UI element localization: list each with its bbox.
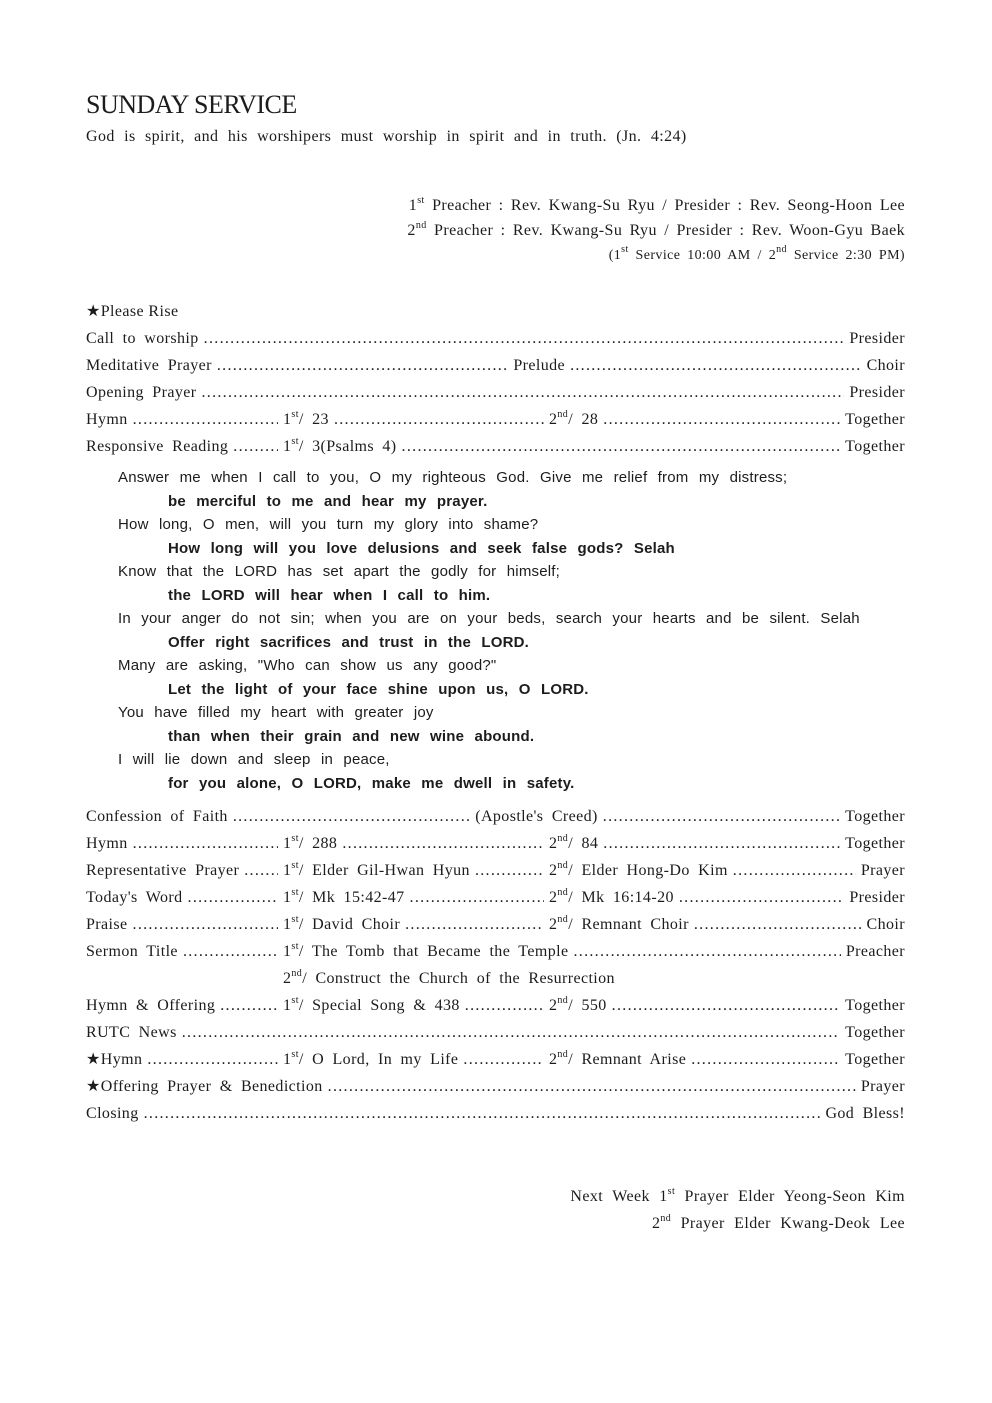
- row-text: 1st/ 288: [283, 832, 338, 852]
- leader-dots: [573, 938, 840, 965]
- psalm-verse-line: Answer me when I call to you, O my righteous God. Give me relief from my distress;: [118, 469, 788, 486]
- leader-dots: [204, 325, 845, 352]
- row-text: Prayer: [860, 1078, 905, 1095]
- row-text: Responsive Reading: [86, 438, 229, 455]
- row-text: Presider: [849, 889, 905, 906]
- leader-dots: [691, 1046, 840, 1073]
- row-text: 1st/ 23: [283, 408, 329, 428]
- row-cell: [549, 406, 845, 433]
- row-text: Praise: [86, 916, 128, 933]
- leader-dots: [233, 433, 278, 460]
- hymn: [86, 406, 905, 433]
- row-text: Sermon Title: [86, 943, 178, 960]
- hymn-rise: [86, 1046, 905, 1073]
- sermon-title: [86, 938, 905, 965]
- leader-dots: [144, 1100, 821, 1127]
- psalm-verse-line: than when their grain and new wine abound.: [168, 727, 535, 745]
- row-cell: [86, 884, 283, 911]
- closing: [86, 1100, 905, 1127]
- leader-dots: [405, 911, 544, 938]
- row-cell: [549, 1046, 845, 1073]
- row-text: Prelude: [513, 357, 566, 374]
- row-cell: [549, 992, 845, 1019]
- leader-dots: [612, 992, 840, 1019]
- row-cell: [283, 857, 549, 884]
- row-text: 2nd/ Construct the Church of the Resurrection: [283, 967, 615, 987]
- leader-dots: [570, 352, 862, 379]
- row-text: 2nd/ 84: [549, 832, 599, 852]
- row-text: Together: [845, 1024, 905, 1041]
- row-text: Presider: [849, 384, 905, 401]
- row-cell: [283, 911, 549, 938]
- row-text: Confession of Faith: [86, 808, 228, 825]
- scripture-subtitle: God is spirit, and his worshipers must worship in spirit and in truth. (Jn. 4:24): [86, 128, 687, 145]
- row-cell: [86, 857, 283, 884]
- row-text: Hymn & Offering: [86, 997, 216, 1014]
- row-text: Choir: [866, 916, 905, 933]
- call-to-worship: [86, 325, 905, 352]
- row-text: Together: [845, 997, 905, 1014]
- row-text: God Bless!: [825, 1105, 905, 1122]
- leader-dots: [133, 911, 278, 938]
- todays-word: [86, 884, 905, 911]
- row-cell: [283, 884, 549, 911]
- preacher-presider-block: [86, 193, 905, 268]
- psalm-verse-line: How long will you love delusions and seek false gods? Selah: [168, 539, 675, 557]
- leader-dots: [183, 938, 278, 965]
- confession-of-faith: [86, 803, 905, 830]
- psalm-verse-line: You have filled my heart with greater joy: [118, 704, 434, 721]
- leader-dots: [463, 1046, 544, 1073]
- row-text: 1st/ David Choir: [283, 913, 401, 933]
- leader-dots: [603, 830, 840, 857]
- row-text: 2nd/ Elder Hong-Do Kim: [549, 859, 728, 879]
- meditative-prayer: [86, 352, 905, 379]
- row-cell: [86, 433, 283, 460]
- row-text: 2nd/ Remnant Arise: [549, 1048, 687, 1068]
- row-text: 2nd/ Remnant Choir: [549, 913, 689, 933]
- row-text: Prayer: [860, 862, 905, 879]
- row-text: 2nd/ 550: [549, 994, 607, 1014]
- leader-dots: [603, 803, 840, 830]
- page-title: SUNDAY SERVICE: [86, 90, 297, 119]
- psalm-verse-line: How long, O men, will you turn my glory into shame?: [118, 516, 539, 533]
- psalm-verse-line: for you alone, O LORD, make me dwell in safety.: [168, 774, 575, 792]
- psalm-verse-line: Offer right sacrifices and trust in the LORD.: [168, 633, 530, 651]
- row-cell: [283, 992, 549, 1019]
- leader-dots: [334, 406, 544, 433]
- row-text: Presider: [849, 330, 905, 347]
- next-week-block: [86, 1183, 905, 1237]
- rutc-news: [86, 1019, 905, 1046]
- row-text: Choir: [866, 357, 906, 374]
- leader-dots: [603, 406, 840, 433]
- sermon-title-2nd: [86, 965, 905, 992]
- leader-dots: [147, 1046, 278, 1073]
- row-text: 1st/ Mk 15:42-47: [283, 886, 405, 906]
- row-text: Representative Prayer: [86, 862, 240, 879]
- hymn-offering: [86, 992, 905, 1019]
- row-text: 1st/ Special Song & 438: [283, 994, 460, 1014]
- leader-dots: [679, 884, 844, 911]
- row-text: Meditative Prayer: [86, 357, 212, 374]
- responsive-reading: [86, 433, 905, 460]
- psalm-verse-line: the LORD will hear when I call to him.: [168, 586, 491, 604]
- leader-dots: [465, 992, 544, 1019]
- leader-dots: [133, 830, 278, 857]
- row-text: Today's Word: [86, 889, 183, 906]
- row-cell: [283, 406, 549, 433]
- row-text: Hymn: [86, 411, 128, 428]
- representative-prayer: [86, 857, 905, 884]
- leader-dots: [342, 830, 544, 857]
- row-text: ★Offering Prayer & Benediction: [86, 1078, 323, 1095]
- leader-dots: [182, 1019, 840, 1046]
- row-text: Together: [845, 808, 905, 825]
- leader-dots: [733, 857, 856, 884]
- offering-prayer-benediction: [86, 1073, 905, 1100]
- row-text: (Apostle's Creed): [475, 808, 598, 825]
- leader-dots: [220, 992, 278, 1019]
- row-text: Together: [845, 1051, 905, 1068]
- row-text: 1st/ O Lord, In my Life: [283, 1048, 459, 1068]
- leader-dots: [217, 352, 509, 379]
- row-cell: [86, 992, 283, 1019]
- service-times-line: (1st Service 10:00 AM / 2nd Service 2:30 PM): [608, 244, 905, 263]
- next-week-line-2: 2nd Prayer Elder Kwang-Deok Lee: [652, 1212, 905, 1232]
- row-cell: [283, 830, 549, 857]
- psalm-verse-line: Let the light of your face shine upon us, O LORD.: [168, 680, 589, 698]
- leader-dots: [133, 406, 278, 433]
- row-text: 1st/ Elder Gil-Hwan Hyun: [283, 859, 470, 879]
- hymn-2: [86, 830, 905, 857]
- praise: [86, 911, 905, 938]
- row-cell: [86, 911, 283, 938]
- row-cell: [86, 830, 283, 857]
- row-cell: [86, 1046, 283, 1073]
- row-text: Together: [845, 835, 905, 852]
- row-text: 1st/ 3(Psalms 4): [283, 435, 397, 455]
- row-cell: [549, 830, 845, 857]
- opening-prayer: [86, 379, 905, 406]
- psalm-verse-line: be merciful to me and hear my prayer.: [168, 492, 488, 510]
- leader-dots: [402, 433, 841, 460]
- preacher-line-1: 1st Preacher : Rev. Kwang-Su Ryu / Presider : Rev. Seong-Hoon Lee: [408, 194, 905, 214]
- preacher-line-2: 2nd Preacher : Rev. Kwang-Su Ryu / Presider : Rev. Woon-Gyu Baek: [407, 219, 905, 239]
- leader-dots: [694, 911, 862, 938]
- row-text: 2nd/ Mk 16:14-20: [549, 886, 674, 906]
- row-cell: [86, 406, 283, 433]
- row-cell: [86, 938, 283, 965]
- leader-dots: [244, 857, 278, 884]
- row-cell: [549, 857, 861, 884]
- row-text: Call to worship: [86, 330, 199, 347]
- psalm-verse-line: Many are asking, "Who can show us any good?": [118, 657, 497, 674]
- row-text: Closing: [86, 1105, 139, 1122]
- leader-dots: [233, 803, 470, 830]
- leader-dots: [201, 379, 844, 406]
- psalm-verse-line: In your anger do not sin; when you are on your beds, search your hearts and be silent. Selah: [118, 610, 860, 627]
- row-cell: [549, 884, 849, 911]
- leader-dots: [410, 884, 544, 911]
- leader-dots: [475, 857, 544, 884]
- row-text: 1st/ The Tomb that Became the Temple: [283, 940, 569, 960]
- leader-dots: [328, 1073, 856, 1100]
- order-of-service-top: [86, 325, 905, 460]
- row-cell: [283, 938, 846, 965]
- row-text: Preacher: [845, 943, 905, 960]
- row-cell: [283, 1046, 549, 1073]
- psalm-verse-line: Know that the LORD has set apart the godly for himself;: [118, 563, 561, 580]
- row-text: Opening Prayer: [86, 384, 197, 401]
- responsive-reading-psalm: [86, 466, 905, 795]
- row-text: ★Hymn: [86, 1051, 143, 1068]
- row-text: 2nd/ 28: [549, 408, 599, 428]
- leader-dots: [188, 884, 278, 911]
- row-text: Together: [845, 438, 905, 455]
- row-text: Together: [845, 411, 905, 428]
- next-week-line-1: Next Week 1st Prayer Elder Yeong-Seon Kim: [570, 1185, 905, 1205]
- row-text: RUTC News: [86, 1024, 177, 1041]
- row-cell: [549, 911, 867, 938]
- psalm-verse-line: I will lie down and sleep in peace,: [118, 751, 390, 768]
- order-of-service-bottom: [86, 803, 905, 1127]
- row-text: Hymn: [86, 835, 128, 852]
- please-rise-note: ★Please Rise: [86, 303, 179, 320]
